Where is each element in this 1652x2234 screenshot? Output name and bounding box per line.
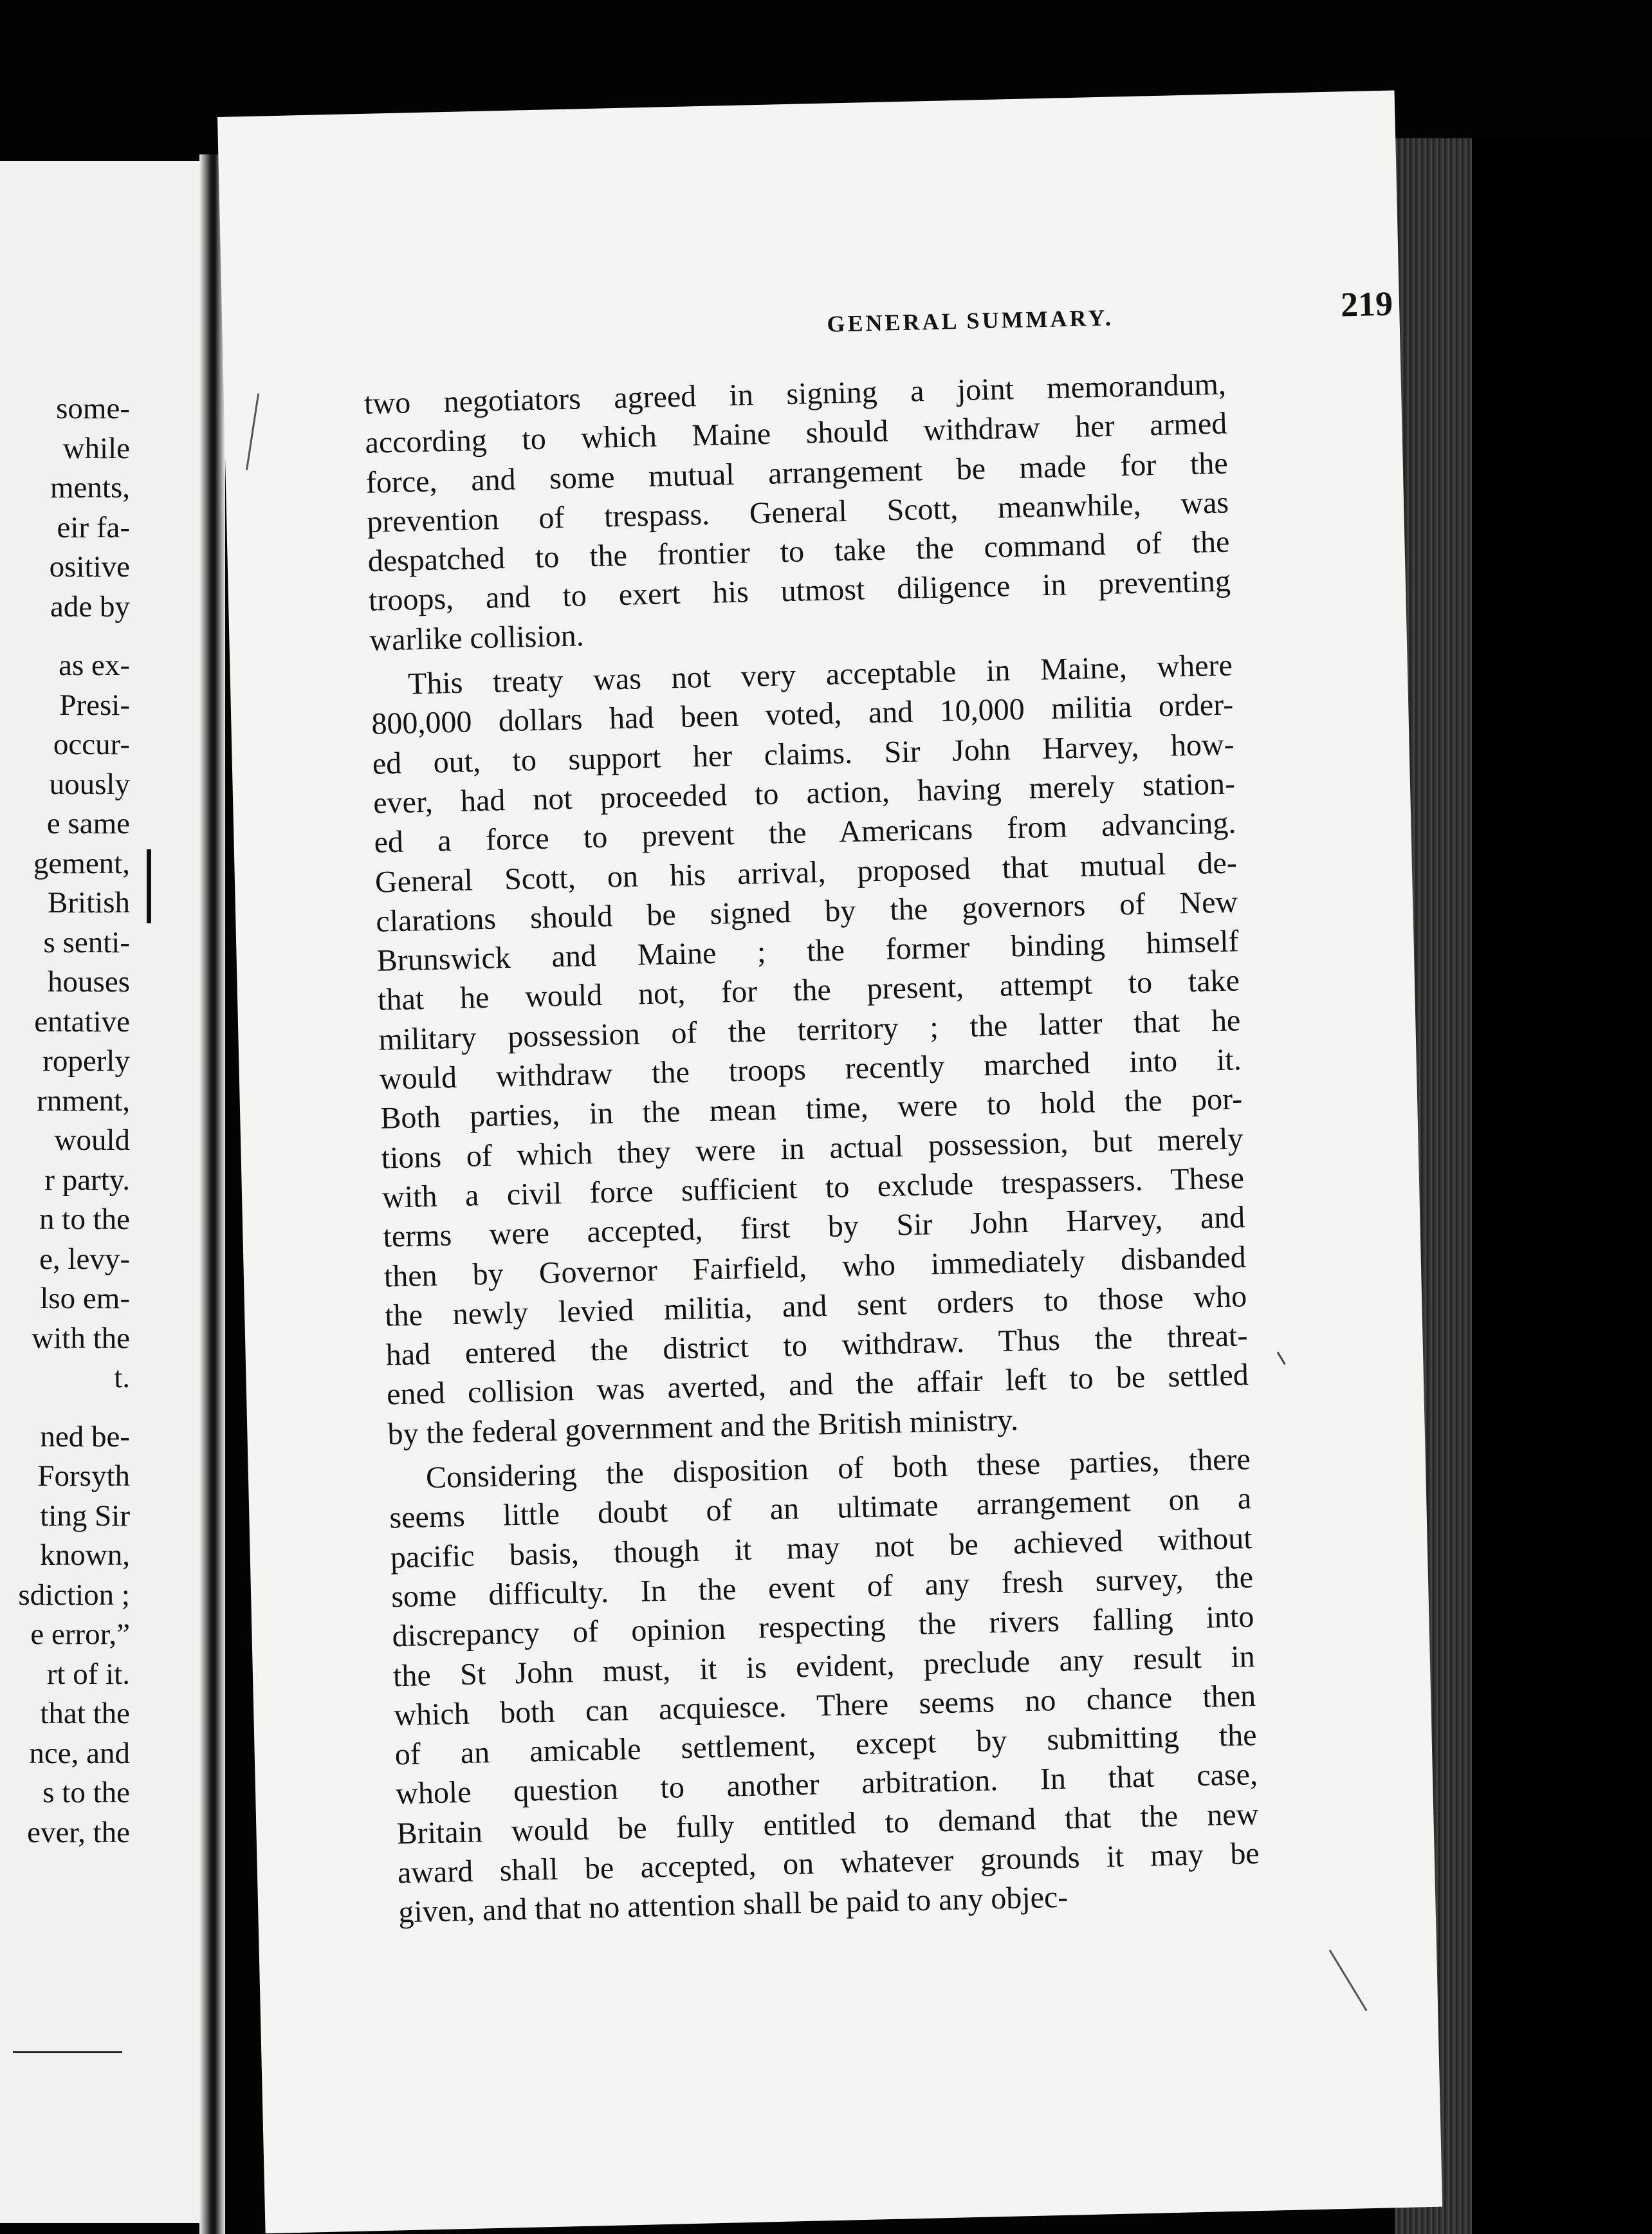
- left-fragment-line: as ex-: [59, 649, 130, 682]
- text-line: ed a force to prevent the Americans from advancing.: [374, 806, 1236, 860]
- text-line: This treaty was not very acceptable in Maine, where: [407, 648, 1233, 701]
- left-fragment-line: that the: [40, 1697, 130, 1730]
- left-fragment-line: with the: [32, 1321, 130, 1355]
- left-fragment-line: e error,”: [30, 1618, 130, 1651]
- text-line: terms were accepted, first by Sir John Harvey, and: [382, 1200, 1245, 1254]
- left-page-text-fragments: [0, 389, 130, 1852]
- left-fragment-line: while: [62, 431, 130, 465]
- left-fragment-line: rnment,: [37, 1084, 130, 1118]
- text-line: given, and that no attention shall be paid to any objec-: [398, 1880, 1069, 1930]
- left-fragment-line: houses: [48, 965, 130, 999]
- left-fragment-line: e, levy-: [39, 1242, 130, 1276]
- text-line: troops, and to exert his utmost diligence in preventing: [368, 564, 1231, 618]
- text-line: award shall be accepted, on whatever grounds it may be: [397, 1836, 1260, 1890]
- left-fragment-line: sdiction ;: [18, 1578, 130, 1612]
- text-line: by the federal government and the British ministry.: [387, 1403, 1019, 1452]
- left-fragment-line: ositive: [49, 550, 130, 584]
- facing-page-left: [0, 161, 212, 2223]
- left-fragment-line: ade by: [50, 589, 130, 623]
- text-line: then by Governor Fairfield, who immediately disbanded: [383, 1239, 1247, 1294]
- left-fragment-line: ments,: [50, 471, 130, 504]
- left-fragment-line: entative: [34, 1004, 130, 1039]
- text-line: ever, had not proceeded to action, having merely station-: [372, 766, 1236, 820]
- fragment-gap: [0, 1398, 130, 1417]
- text-line: Both parties, in the mean time, were to hold the por-: [380, 1082, 1243, 1136]
- text-line: of an amicable settlement, except by submitting the: [394, 1718, 1258, 1772]
- text-line: that he would not, for the present, attempt to take: [377, 963, 1240, 1018]
- text-line: force, and some mutual arrangement be made for the: [365, 446, 1229, 500]
- left-margin-bar-mark: [147, 849, 151, 923]
- text-line: some difficulty. In the event of any fresh survey, the: [390, 1560, 1254, 1614]
- text-line: seems little doubt of an ultimate arrangement on a: [389, 1481, 1252, 1535]
- left-fragment-line: lso em-: [40, 1282, 130, 1315]
- text-line: 800,000 dollars had been voted, and 10,000 militia order-: [371, 687, 1234, 742]
- margin-bracket-mark: [246, 393, 259, 470]
- text-line: discrepancy of opinion respecting the rivers falling into: [392, 1600, 1254, 1654]
- left-fragment-line: occur-: [53, 728, 130, 761]
- text-line: had entered the district to withdraw. Thus the threat-: [385, 1318, 1248, 1372]
- left-fragment-line: would: [54, 1123, 130, 1157]
- text-line: according to which Maine should withdraw her armed: [364, 406, 1227, 461]
- text-line: two negotiators agreed in signing a joint memorandum,: [363, 367, 1227, 421]
- text-line: tions of which they were in actual possession, but merely: [381, 1121, 1244, 1176]
- left-fragment-line: eir fa-: [57, 510, 130, 544]
- text-line: warlike collision.: [369, 618, 585, 658]
- left-fragment-line: t.: [114, 1361, 130, 1394]
- fragment-gap: [0, 627, 130, 646]
- text-line: pacific basis, though it may not be achieved without: [390, 1520, 1253, 1575]
- text-line: Brunswick and Maine ; the former binding himself: [376, 924, 1240, 978]
- text-line: despatched to the frontier to take the command of the: [367, 524, 1230, 579]
- left-fragment-line: s senti-: [43, 925, 130, 959]
- left-page-footnote-rule: [13, 2051, 122, 2053]
- left-fragment-line: Forsyth: [37, 1459, 130, 1493]
- text-line: Considering the disposition of both these parties, there: [425, 1442, 1251, 1495]
- running-title: GENERAL SUMMARY.: [827, 304, 1114, 337]
- left-fragment-line: s to the: [42, 1776, 130, 1809]
- book-gutter: [199, 154, 225, 2234]
- left-fragment-line: ned be-: [40, 1419, 130, 1454]
- text-line: with a civil force sufficient to exclude trespassers. These: [381, 1161, 1245, 1215]
- running-head: [608, 284, 1394, 353]
- text-line: ened collision was averted, and the affair left to be settled: [386, 1358, 1249, 1412]
- left-fragment-line: British: [48, 886, 130, 919]
- left-fragment-line: r party.: [44, 1163, 130, 1197]
- main-page: [217, 90, 1442, 2233]
- page-number: 219: [1340, 284, 1393, 324]
- background-shadow: [1472, 138, 1652, 2234]
- text-line: military possession of the territory ; the latter that he: [378, 1003, 1241, 1057]
- left-fragment-line: some-: [56, 392, 130, 425]
- left-fragment-line: e same: [46, 807, 130, 840]
- text-line: General Scott, on his arrival, proposed that mutual de-: [374, 845, 1238, 900]
- text-line: the St John must, it is evident, preclude any result in: [392, 1639, 1256, 1693]
- left-fragment-line: known,: [40, 1538, 130, 1572]
- margin-line-mark: [1329, 1950, 1368, 2011]
- text-line: ed out, to support her claims. Sir John Harvey, how-: [372, 727, 1235, 781]
- left-fragment-line: n to the: [39, 1203, 130, 1236]
- left-fragment-line: nce, and: [29, 1736, 130, 1770]
- left-fragment-line: ever, the: [27, 1815, 130, 1849]
- left-fragment-line: rt of it.: [46, 1657, 130, 1691]
- text-line: clarations should be signed by the governors of New: [375, 885, 1238, 939]
- left-fragment-line: Presi-: [59, 688, 130, 722]
- margin-tick-mark: [1277, 1352, 1286, 1365]
- left-fragment-line: roperly: [42, 1044, 130, 1078]
- left-fragment-line: gement,: [33, 846, 130, 880]
- text-line: would withdraw the troops recently marched into it.: [379, 1042, 1242, 1096]
- text-line: which both can acquiesce. There seems no chance then: [393, 1678, 1256, 1733]
- text-line: prevention of trespass. General Scott, meanwhile, was: [366, 485, 1229, 539]
- text-line: Britain would be fully entitled to demand that the new: [396, 1796, 1259, 1851]
- left-fragment-line: uously: [49, 767, 130, 801]
- body-text: [363, 365, 1260, 1932]
- text-line: whole question to another arbitration. In that case,: [395, 1757, 1258, 1811]
- text-line: the newly levied militia, and sent orders to those who: [384, 1279, 1247, 1333]
- left-fragment-line: ting Sir: [40, 1499, 130, 1533]
